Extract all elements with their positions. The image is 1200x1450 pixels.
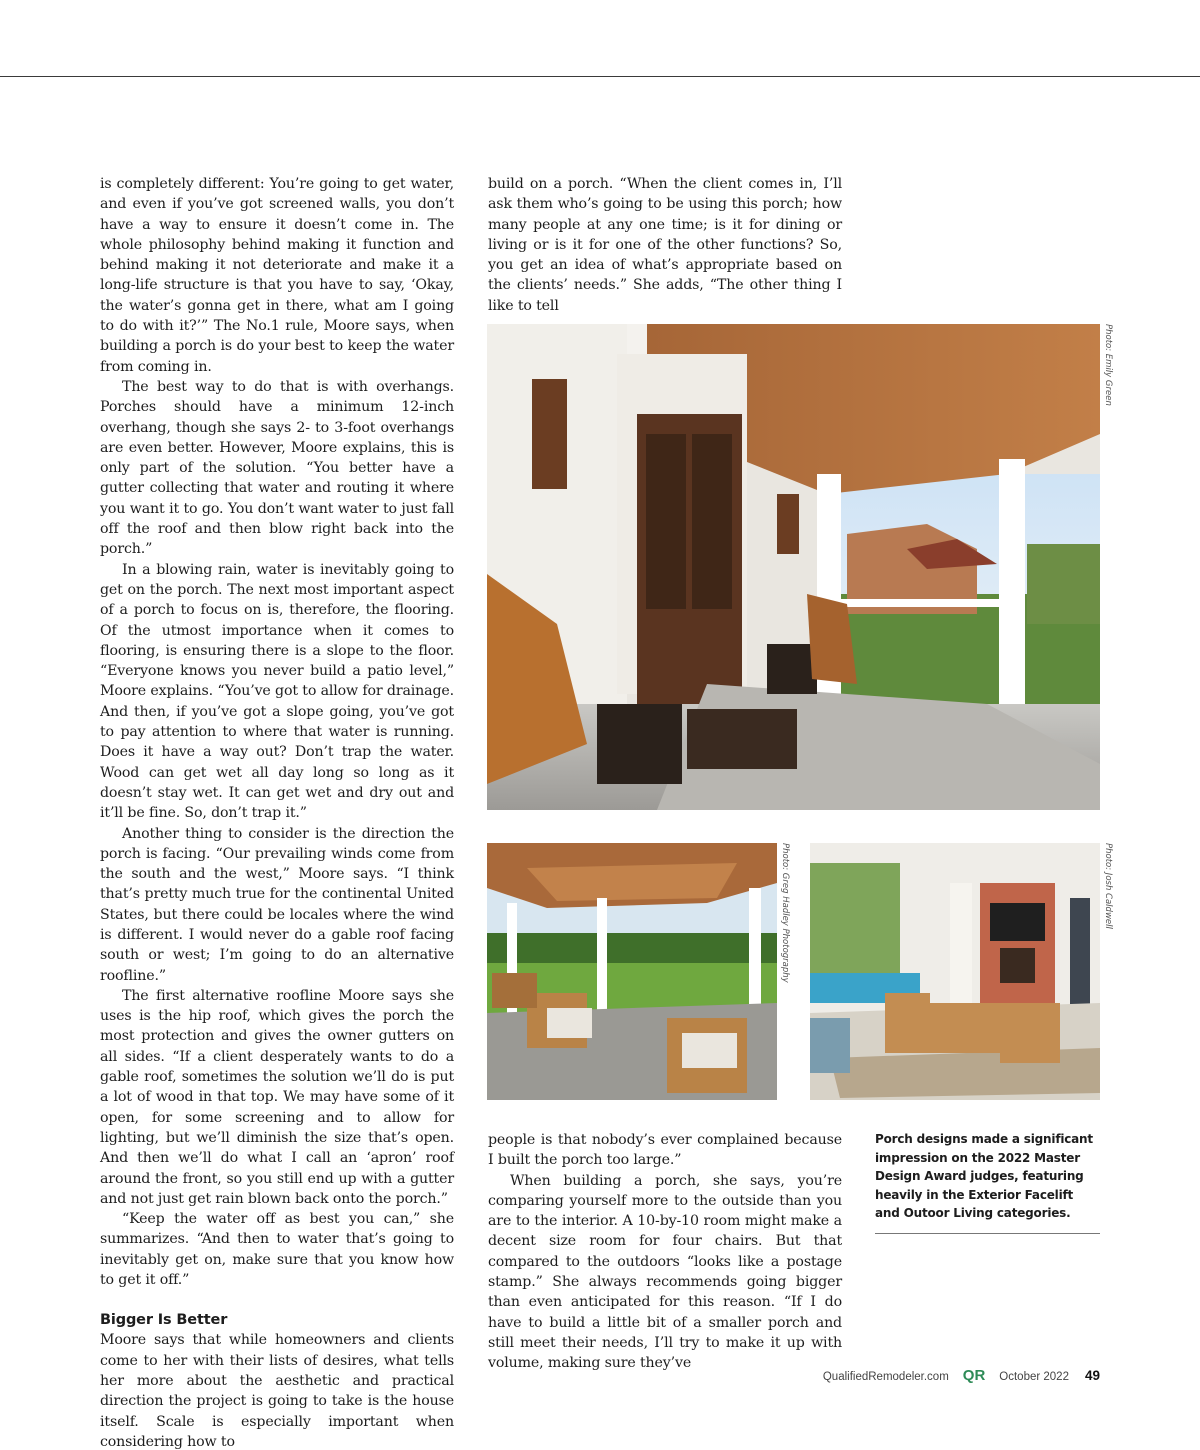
paragraph: “Keep the water off as best you can,” she summarizes. “And then to water that’s going to inevitably get on, make sure that you know how to get it off.” [100,1211,454,1289]
footer-issue-date: October 2022 [999,1371,1069,1383]
section-subhead: Bigger Is Better [100,1312,228,1329]
paragraph: Moore says that while homeowners and clients come to her with their lists of desires, what tells her more about the aesthetic and practical direction the project is going to take is the house itself. Scale is especially important when considering how to [100,1332,454,1450]
paragraph: is completely different: You’re going to get water, and even if you’ve got screened walls, you don’t have a way to ensure it doesn’t come in. The whole philosophy behind making it function and behind making it not deteriorate and make it a long-life structure is that you have to say, ‘Okay, the water’s gonna get in there, what am I going to do with it?’” The No.1 rule, Moore says, when building a porch is do your best to keep the water from coming in. [100,176,454,375]
photo-caption: Porch designs made a significant impression on the 2022 Master Design Award judges, featuring heavily in the Exterior Facelift and Outoor Living categories. [875,1130,1100,1234]
page-number: 49 [1084,1368,1100,1383]
paragraph: In a blowing rain, water is inevitably going to get on the porch. The next most important aspect of a porch to focus on is, therefore, the flooring. Of the utmost importance when it comes to flooring, is ensuring there is a slope to the floor. “Everyone knows you never build a patio level,” Moore explains. “You’ve got to allow for drainage. And then, if you’ve got a slope going, you’ve got to pay attention to where that water is running. Does it have a way out? Don’t trap the water. Wood can get wet all day long so long as it doesn’t stay wet. It can get wet and dry out and it’ll be fine. So, don’t trap it.” [100,561,454,822]
paragraph: When building a porch, she says, you’re comparing yourself more to the outside than you are to the interior. A 10-by-10 room might make a decent size room for four chairs. But that compared to the outdoors “looks like a postage stamp.” She always recommends going bigger than even anticipated for this reason. “If I do have to build a little bit of a smaller porch and still meet their needs, I’ll try to make it up with volume, making sure they’ve [488,1172,842,1372]
footer-site-url: QualifiedRemodeler.com [822,1371,949,1383]
paragraph: The first alternative roofline Moore says she uses is the hip roof, which gives the porch the most protection and gives the owner gutters on all sides. “If a client desperately wants to do a gable roof, sometimes the solution we’ll do is put a lot of wood in that top. We may have some of it open, for some screening and to allow for lighting, but we’ll diminish the size that’s open. And then we’ll do what I call an ‘apron’ roof around the front, so you still end up with a gutter and not just get rain blown back onto the porch.” [100,987,454,1207]
photo-credit: Photo: Greg Hadley Photography [780,843,790,983]
photo-credit: Photo: Emily Green [1103,324,1113,406]
top-rule [0,76,1200,77]
page-footer [823,1367,1100,1384]
paragraph: Another thing to consider is the direction the porch is facing. “Our prevailing winds come from the south and the west,” Moore says. “I think that’s pretty much true for the continental United States, but there could be locales where the wind is different. I would never do a gable roof facing south or west; I’m going to do an alternative roofline.” [100,825,454,984]
paragraph: build on a porch. “When the client comes in, I’ll ask them who’s going to be using this porch; how many people at any one time; is it for dining or living or is it for one of the other functions? So, you get an idea of what’s appropriate based on the clients’ needs.” She adds, “The other thing I like to tell [488,176,842,314]
porch-main-photo [487,324,1100,810]
photo-credit: Photo: Josh Caldwell [1103,843,1113,929]
article-middle-column-top [488,174,842,316]
paragraph: people is that nobody’s ever complained because I built the porch too large.” [488,1132,842,1169]
article-left-column [100,174,454,1450]
paragraph: The best way to do that is with overhangs. Porches should have a minimum 12-inch overhang, though she says 2- to 3-foot overhangs are even better. However, Moore explains, this is only part of the solution. “You better have a gutter collecting that water and routing it where you want it to go. You don’t want water to just fall off the roof and then blow right back into the porch.” [100,378,454,558]
outdoor-living-room-photo [810,843,1100,1100]
article-middle-column-bottom [488,1130,842,1374]
covered-patio-photo [487,843,777,1100]
qr-logo: QR [962,1367,986,1384]
